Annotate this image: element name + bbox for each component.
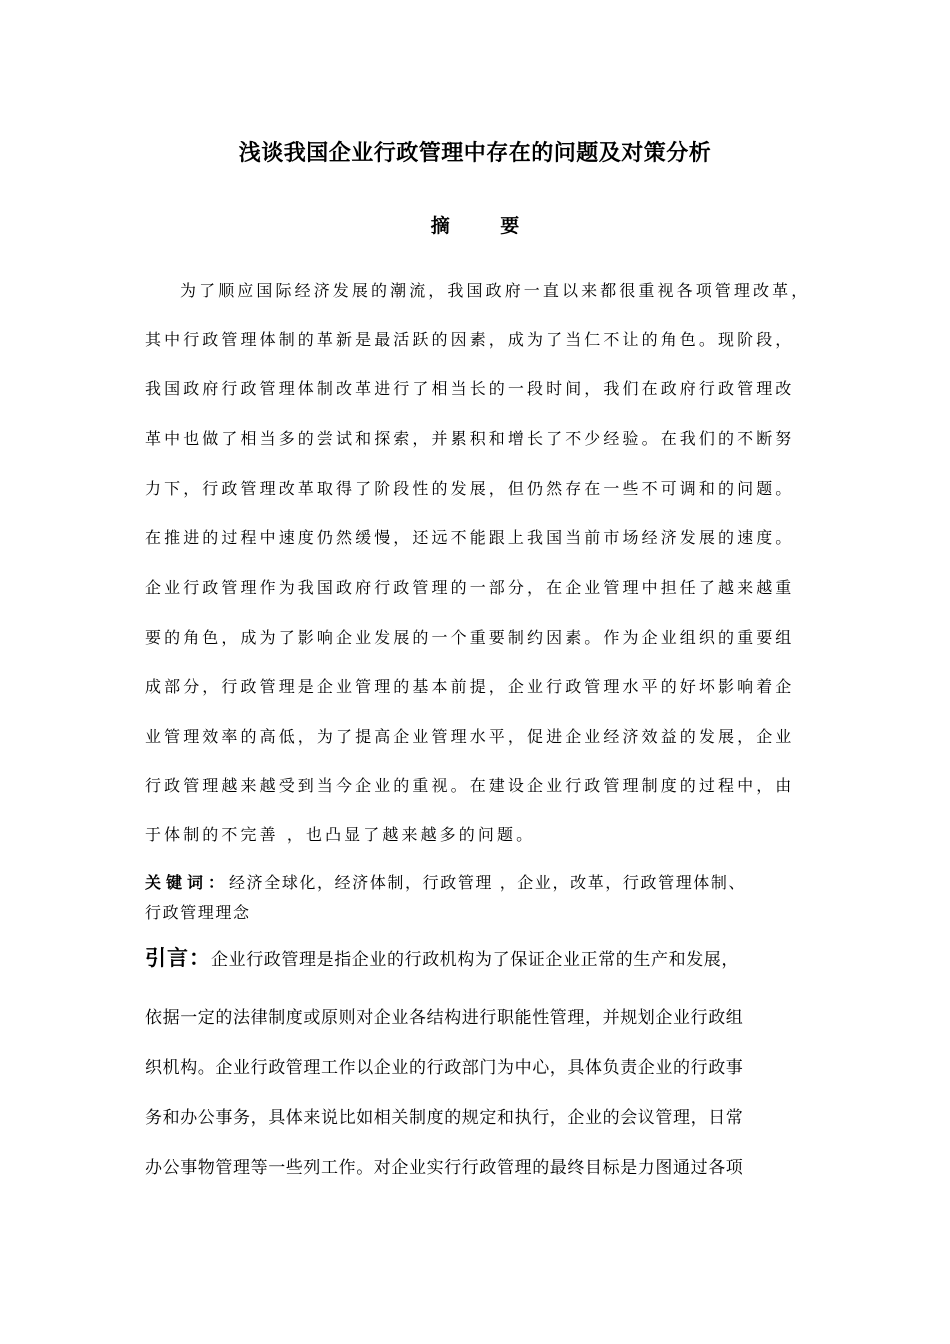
intro-first-line xyxy=(145,946,739,972)
abstract-line: 力下，行政管理改革取得了阶段性的发展，但仍然存在一些不可调和的问题。 xyxy=(145,479,795,498)
intro-label: 引言： xyxy=(145,945,211,970)
intro-line: 依据一定的法律制度或原则对企业各结构进行职能性管理，并规划企业行政组 xyxy=(145,1008,744,1028)
abstract-line: 要的角色，成为了影响企业发展的一个重要制约因素。作为企业组织的重要组 xyxy=(145,628,795,647)
abstract-line: 其中行政管理体制的革新是最活跃的因素，成为了当仁不让的角色。现阶段， xyxy=(145,330,795,349)
intro-first-text: 企业行政管理是指企业的行政机构为了保证企业正常的生产和发展， xyxy=(211,950,739,970)
intro-line: 办公事物管理等一些列工作。对企业实行行政管理的最终目标是力图通过各项 xyxy=(145,1158,744,1178)
abstract-line: 在推进的过程中速度仍然缓慢，还远不能跟上我国当前市场经济发展的速度。 xyxy=(145,528,795,547)
intro-line: 务和办公事务，具体来说比如相关制度的规定和执行，企业的会议管理，日常 xyxy=(145,1108,744,1128)
keywords-line-2: 行政管理理念 xyxy=(145,903,251,922)
abstract-line: 我国政府行政管理体制改革进行了相当长的一段时间，我们在政府行政管理改 xyxy=(145,379,795,398)
intro-line: 织机构。企业行政管理工作以企业的行政部门为中心，具体负责企业的行政事 xyxy=(145,1058,744,1078)
abstract-line: 企业行政管理作为我国政府行政管理的一部分，在企业管理中担任了越来越重 xyxy=(145,578,795,597)
keywords-line xyxy=(145,872,746,894)
abstract-line: 革中也做了相当多的尝试和探索，并累积和增长了不少经验。在我们的不断努 xyxy=(145,429,795,448)
abstract-line: 为了顺应国际经济发展的潮流，我国政府一直以来都很重视各项管理改革， xyxy=(180,281,811,300)
keywords-text: 经济全球化，经济体制，行政管理 ，企业，改革，行政管理体制、 xyxy=(229,873,747,892)
abstract-heading: 摘 要 xyxy=(430,215,542,237)
abstract-line: 成部分，行政管理是企业管理的基本前提，企业行政管理水平的好坏影响着企 xyxy=(145,677,795,696)
document-title: 浅谈我国企业行政管理中存在的问题及对策分析 xyxy=(238,140,712,166)
keywords-label: 关键词： xyxy=(145,873,230,892)
abstract-line: 业管理效率的高低，为了提高企业管理水平，促进企业经济效益的发展，企业 xyxy=(145,727,795,746)
abstract-line: 行政管理越来越受到当今企业的重视。在建设企业行政管理制度的过程中，由 xyxy=(145,776,795,795)
abstract-line: 于体制的不完善 ，也凸显了越来越多的问题。 xyxy=(145,825,536,844)
